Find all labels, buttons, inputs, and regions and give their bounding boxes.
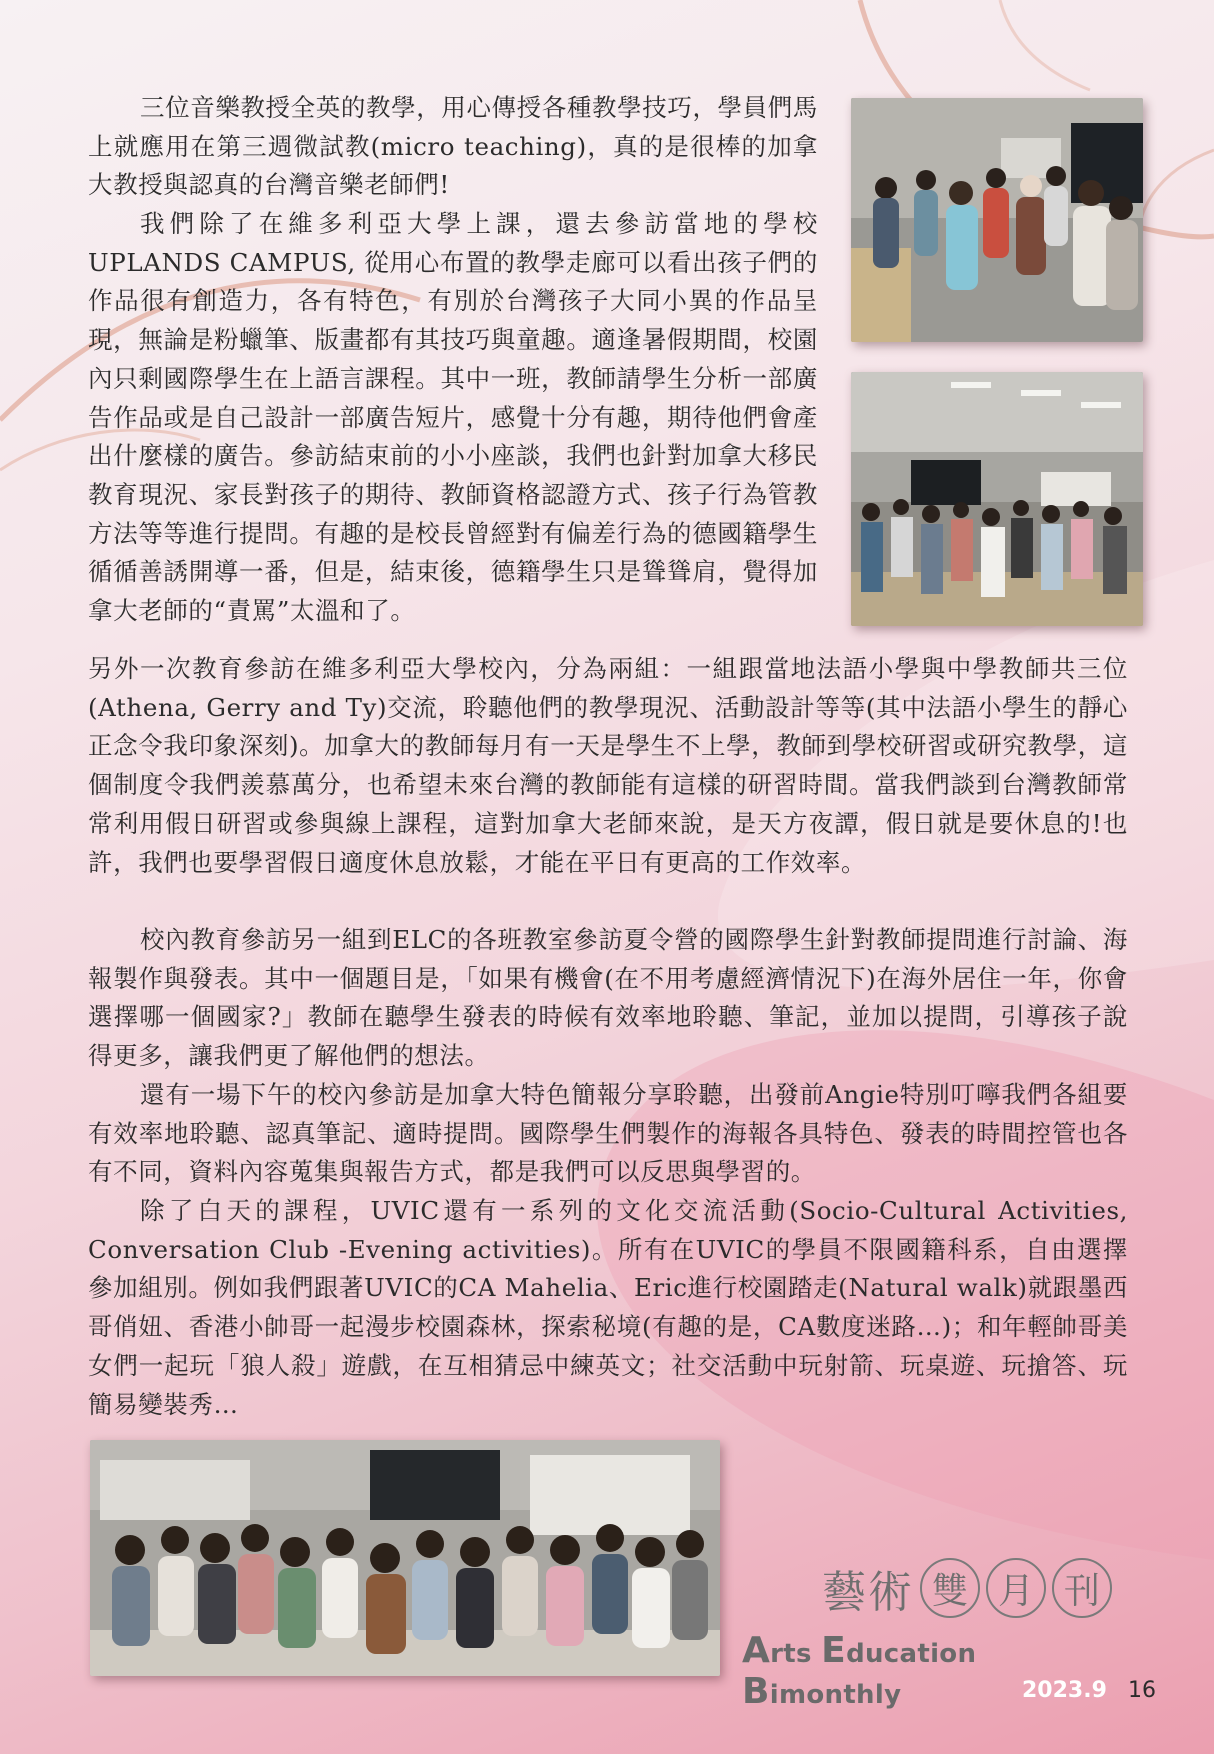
paragraph-6: 除了白天的課程，UVIC還有一系列的文化交流活動(Socio-Cultural Activities, Conversation Club -Evening activities)。所有在UVIC的學員不限國籍科系，自由選擇參加組別。例如我們跟著UVIC的CA Mahelia、Eric進行校園踏走(Natural walk)就跟墨西哥俏妞、香港小帥哥一起漫步校園森林，探索秘境(有趣的是，CA數度迷路…)；和年輕帥哥美女們一起玩「狼人殺」遊戲，在互相猜忌中練英文；社交活動中玩射箭、玩桌遊、玩搶答、玩簡易變裝秀… (88, 1196, 1128, 1419)
brand-chinese-text: 藝術 (822, 1567, 914, 1618)
paragraph-3: 另外一次教育參訪在維多利亞大學校內，分為兩組：一組跟當地法語小學與中學教師共三位(Athena, Gerry and Ty)交流，聆聽他們的教學現況、活動設計等等(其中法語小學生的靜心正念令我印象深刻)。加拿大的教師每月有一天是學生不上學，教師到學校研習或研究教學，這個制度令我們羨慕萬分，也希望未來台灣的教師能有這樣的研習時間。當我們談到台灣教師常常利用假日研習或參與線上課程，這對加拿大老師來說，是天方夜譚，假日就是要休息的!也許，我們也要學習假日適度休息放鬆，才能在平日有更高的工作效率。 (88, 654, 1128, 877)
brand-english-title: Arts Education Bimonthly (742, 1630, 977, 1712)
paragraph-1: 三位音樂教授全英的教學，用心傳授各種教學技巧，學員們馬上就應用在第三週微試教(micro teaching)，真的是很棒的加拿大教授與認真的台灣音樂老師們! (88, 93, 818, 200)
magazine-brand (742, 1556, 1156, 1746)
brand-circle-char: 雙 (920, 1558, 980, 1618)
paragraph-2: 我們除了在維多利亞大學上課，還去參訪當地的學校UPLANDS CAMPUS, 從用心布置的教學走廊可以看出孩子們的作品很有創造力，各有特色，有別於台灣孩子大同小異的作品呈現，無論是粉蠟筆、版畫都有其技巧與童趣。適逢暑假期間，校園內只剩國際學生在上語言課程。其中一班，教師請學生分析一部廣告作品或是自己設計一部廣告短片，感覺十分有趣，期待他們會產出什麼樣的廣告。參訪結束前的小小座談，我們也針對加拿大移民教育現況、家長對孩子的期待、教師資格認證方式、孩子行為管教方法等等進行提問。有趣的是校長曾經對有偏差行為的德國籍學生循循善誘開導一番，但是，結束後，德籍學生只是聳聳肩，覺得加拿大老師的“責罵”太溫和了。 (88, 209, 818, 626)
page-number: 16 (1128, 1678, 1156, 1703)
paragraph-4: 校內教育參訪另一組到ELC的各班教室參訪夏令營的國際學生針對教師提問進行討論、海報製作與發表。其中一個題目是，「如果有機會(在不用考慮經濟情況下)在海外居住一年，你會選擇哪一個國家?」教師在聽學生發表的時候有效率地聆聽、筆記，並加以提問，引導孩子說得更多，讓我們更了解他們的想法。 (88, 925, 1128, 1071)
classroom-photo-2 (851, 372, 1143, 626)
issue-date: 2023.9 (1022, 1678, 1107, 1703)
paragraph-5: 還有一場下午的校內參訪是加拿大特色簡報分享聆聽，出發前Angie特別叮嚀我們各組要有效率地聆聽、認真筆記、適時提問。國際學生們製作的海報各具特色、發表的時間控管也各有不同，資料內容蒐集與報告方式，都是我們可以反思與學習的。 (88, 1080, 1128, 1187)
brand-chinese-title (822, 1556, 1112, 1620)
group-photo (90, 1440, 720, 1676)
brand-circle-char: 月 (986, 1558, 1046, 1618)
classroom-photo-1 (851, 98, 1143, 342)
brand-circle-char: 刊 (1052, 1558, 1112, 1618)
